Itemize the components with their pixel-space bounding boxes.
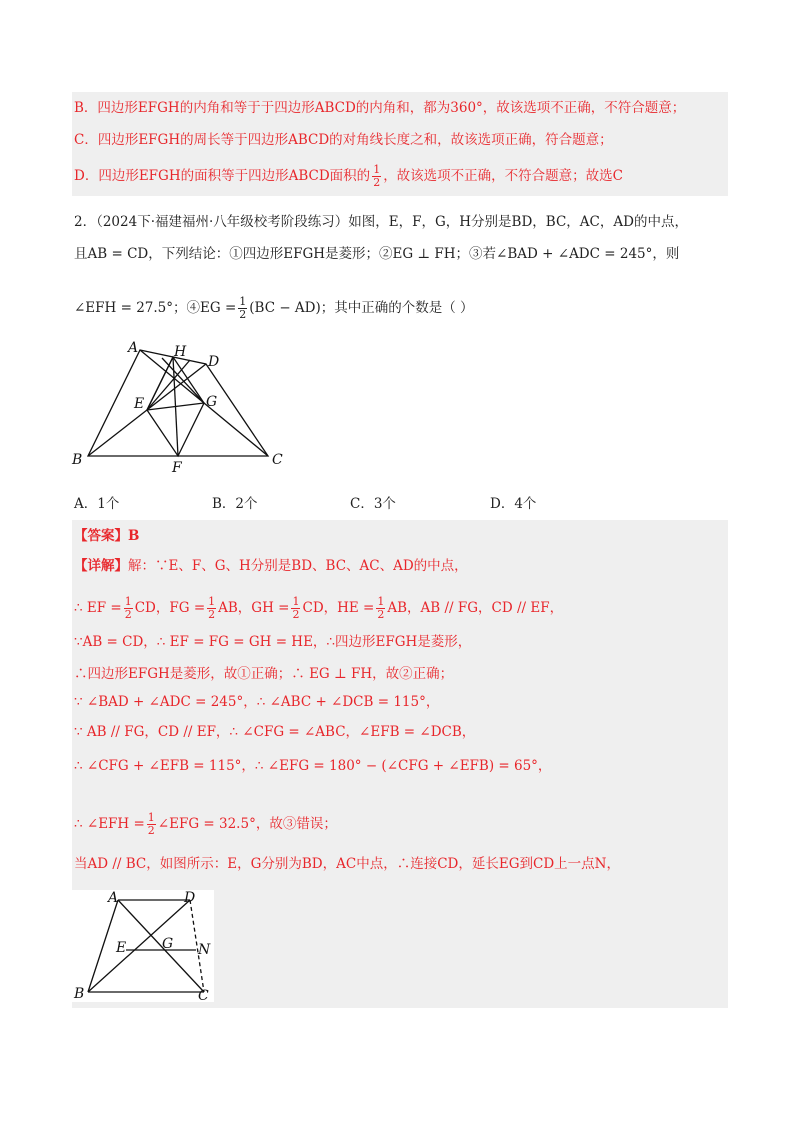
prev-solution-line-d-post: ，故该选项不正确，不符合题意；故选C <box>383 168 624 184</box>
answer-title: 【答案】B <box>74 528 140 544</box>
fraction-numerator: 1 <box>147 811 155 824</box>
quad-abcd <box>88 350 268 456</box>
l2-part-4: CD，HE = <box>302 600 375 616</box>
option-a[interactable]: A．1个 <box>74 496 120 512</box>
label-n: N <box>198 942 211 958</box>
fraction-denominator: 2 <box>124 608 132 621</box>
fraction-half <box>207 596 216 621</box>
label-a: A <box>128 340 139 356</box>
answer-detail-line-3: ∵AB = CD，∴ EF = FG = GH = HE，∴四边形EFGH是菱形， <box>74 634 472 650</box>
answer-detail-line-5: ∵ ∠BAD + ∠ADC = 245°，∴ ∠ABC + ∠DCB = 115°， <box>74 694 440 710</box>
fraction-numerator: 1 <box>377 595 385 608</box>
fraction-denominator: 2 <box>373 176 381 189</box>
l2-part-1: ∴ EF = <box>74 600 122 616</box>
label-e: E <box>134 396 145 412</box>
figure-trapezoid <box>72 890 214 1002</box>
option-c[interactable]: C．3个 <box>350 496 396 512</box>
label-h: H <box>174 344 187 360</box>
label-e: E <box>116 940 127 956</box>
prev-solution-line-c: C．四边形EFGH的周长等于四边形ABCD的对角线长度之和，故该选项正确，符合题意； <box>74 132 613 148</box>
question-line-3 <box>74 296 474 321</box>
label-c: C <box>272 452 283 468</box>
answer-detail-line-1 <box>74 556 468 576</box>
option-d[interactable]: D．4个 <box>490 496 537 512</box>
fraction-half <box>124 596 133 621</box>
l8-post: ∠EFG = 32.5°，故③错误； <box>157 816 337 832</box>
detail-line-1-text: 解：∵E、F、G、H分别是BD、BC、AC、AD的中点， <box>128 558 468 574</box>
answer-detail-line-8 <box>74 812 337 837</box>
fraction-half <box>291 596 300 621</box>
fraction-numerator: 1 <box>124 595 132 608</box>
answer-detail-line-6: ∵ AB // FG，CD // EF，∴ ∠CFG = ∠ABC，∠EFB = ∠DCB， <box>74 724 476 740</box>
fraction-numerator: 1 <box>292 595 300 608</box>
fraction-numerator: 1 <box>373 163 381 176</box>
segment-g-top <box>162 358 204 403</box>
fraction-denominator: 2 <box>147 824 155 837</box>
question-line-2: 且AB = CD，下列结论：①四边形EFGH是菱形；②EG ⊥ FH；③若∠BAD + ∠ADC = 245°，则 <box>74 246 680 262</box>
answer-detail-line-2 <box>74 596 563 621</box>
label-g: G <box>162 936 174 952</box>
l2-part-2: CD，FG = <box>134 600 206 616</box>
prev-solution-line-d <box>74 164 623 189</box>
l2-part-5: AB，AB // FG，CD // EF， <box>387 600 564 616</box>
prev-solution-line-b: B．四边形EFGH的内角和等于于四边形ABCD的内角和，都为360°，故该选项不正确，不符合题意； <box>74 100 686 116</box>
label-d: D <box>184 890 196 906</box>
fraction-denominator: 2 <box>239 308 247 321</box>
fraction-half <box>376 596 385 621</box>
label-b: B <box>74 986 85 1002</box>
fraction-numerator: 1 <box>208 595 216 608</box>
label-d: D <box>208 354 220 370</box>
prev-solution-line-d-pre: D．四边形EFGH的面积等于四边形ABCD面积的 <box>74 168 371 184</box>
option-b[interactable]: B．2个 <box>212 496 258 512</box>
label-b: B <box>72 452 83 468</box>
fraction-denominator: 2 <box>292 608 300 621</box>
l8-pre: ∴ ∠EFH = <box>74 816 145 832</box>
l2-part-3: AB，GH = <box>218 600 290 616</box>
label-f: F <box>172 460 182 476</box>
figure-2-background <box>72 890 214 1002</box>
answer-detail-line-9: 当AD // BC，如图所示：E，G分别为BD，AC中点，∴连接CD，延长EG到CD上一点N， <box>74 856 620 872</box>
answer-detail-line-4: ∴四边形EFGH是菱形，故①正确；∴ EG ⊥ FH，故②正确； <box>74 666 454 682</box>
label-a: A <box>108 890 119 906</box>
label-c: C <box>198 988 209 1002</box>
fraction-half <box>238 296 247 321</box>
fraction-half <box>147 812 156 837</box>
answer-detail-line-7: ∴ ∠CFG + ∠EFB = 115°，∴ ∠EFG = 180° − (∠CFG + ∠EFB) = 65°， <box>74 758 552 774</box>
fraction-numerator: 1 <box>239 295 247 308</box>
figure-quadrilateral <box>70 336 300 476</box>
fraction-half <box>372 164 381 189</box>
fraction-denominator: 2 <box>377 608 385 621</box>
question-line-3-post: (BC − AD)；其中正确的个数是（ ） <box>249 300 474 316</box>
detail-label: 【详解】 <box>74 558 128 574</box>
question-line-1: 2．（2024下·福建福州·八年级校考阶段练习）如图，E，F，G，H分别是BD，BC，AC，AD的中点， <box>74 214 688 230</box>
fraction-denominator: 2 <box>208 608 216 621</box>
question-line-3-pre: ∠EFH = 27.5°；④EG = <box>74 300 237 316</box>
label-g: G <box>206 394 218 410</box>
